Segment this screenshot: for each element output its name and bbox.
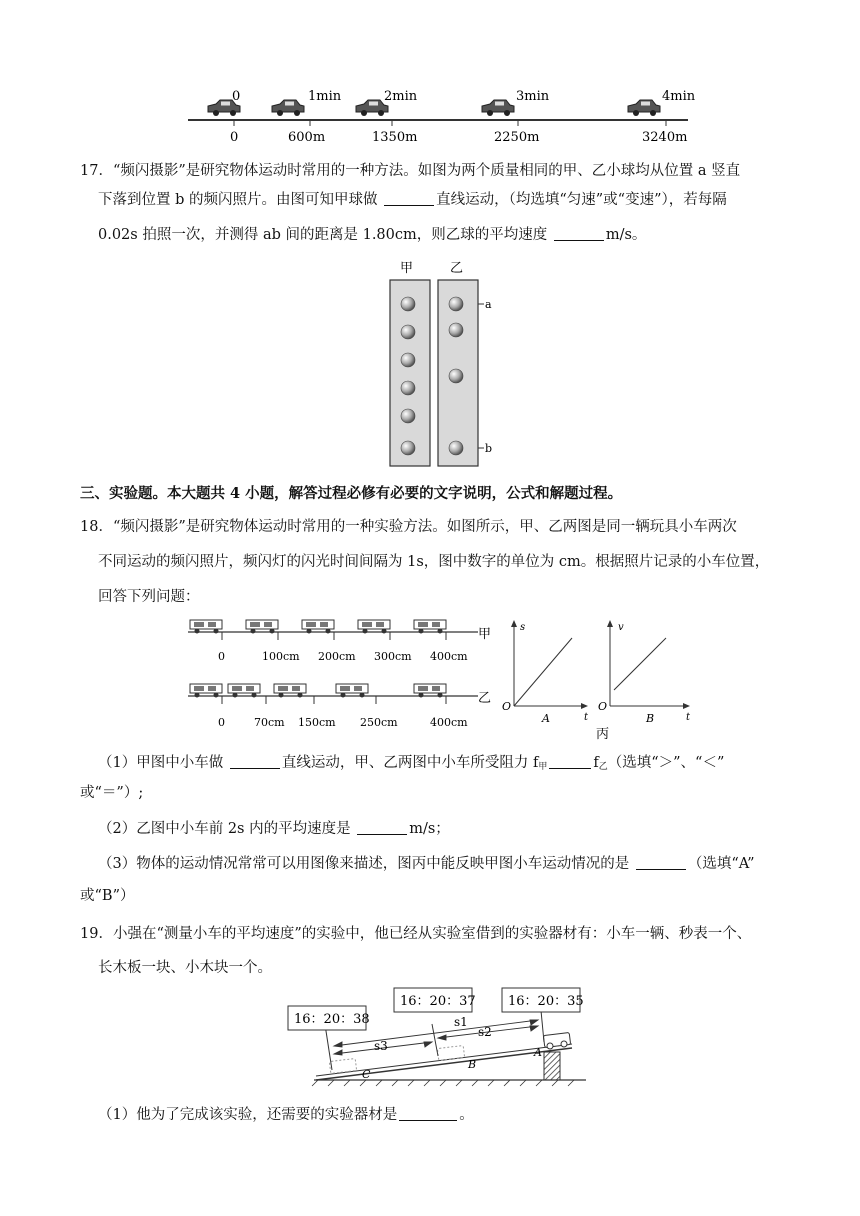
point-c-label: C — [362, 1068, 371, 1081]
ball-yi — [449, 297, 463, 311]
q18-text: m/s； — [409, 821, 450, 837]
distance-label: 3240m — [642, 130, 688, 145]
yi-label: 乙 — [478, 691, 492, 706]
yi-tick-label: 70cm — [254, 716, 285, 729]
jia-label: 甲 — [400, 261, 414, 276]
q18-text: （2）乙图中小车前 2s 内的平均速度是 — [98, 821, 356, 837]
s3-label: s3 — [374, 1039, 388, 1053]
q18-text: 直线运动，甲、乙两图中小车所受阻力 f — [281, 755, 539, 771]
s1-label: s1 — [454, 1015, 468, 1029]
time-label: 3min — [516, 89, 550, 104]
graph-b-origin: O — [598, 700, 608, 713]
q18-sub3-cont: 或“B”） — [80, 888, 135, 904]
section3-heading: 三、实验题。本大题共 4 小题，解答过程必修有必要的文字说明，公式和解题过程。 — [80, 485, 623, 502]
q19-sub1 — [98, 1104, 474, 1126]
time-label: 0 — [232, 89, 241, 104]
graph-a-origin: O — [502, 700, 512, 713]
ball-yi — [449, 323, 463, 337]
q17-ball-figure — [386, 256, 506, 470]
q18-blank-3[interactable] — [357, 820, 407, 835]
yi-tick-label: 0 — [218, 716, 225, 729]
time-label: 2min — [384, 89, 418, 104]
q18-sub1-cont: 或“＝”）; — [80, 785, 144, 801]
graph-a-name: A — [542, 712, 550, 725]
q18-blank-1[interactable] — [230, 754, 280, 769]
time-label: 1min — [308, 89, 342, 104]
jia-tick-label: 100cm — [262, 650, 300, 663]
q18-sub2 — [98, 818, 450, 840]
q19-blank-1[interactable] — [399, 1106, 457, 1121]
distance-label: 2250m — [494, 130, 540, 145]
point-b-label: B — [468, 1058, 477, 1071]
q18-sub1 — [98, 752, 724, 778]
distance-label: 600m — [288, 130, 326, 145]
q18-line3: 回答下列问题： — [98, 589, 200, 605]
clock-b: 16：20：37 — [400, 994, 476, 1009]
graph-b-x-label: t — [686, 712, 691, 723]
distance-label: 1350m — [372, 130, 418, 145]
jia-label: 甲 — [478, 627, 492, 642]
yi-tick-label: 150cm — [298, 716, 336, 729]
clock-c: 16：20：38 — [294, 1012, 370, 1027]
q17-line2 — [98, 189, 727, 211]
bing-label: 丙 — [596, 727, 610, 742]
graph-a-x-label: t — [584, 712, 589, 723]
q18-line2: 不同运动的频闪照片，频闪灯的闪光时间间隔为 1s，图中数字的单位为 cm。根据照片记录的小车位置， — [98, 554, 770, 570]
q19-text: （1）他为了完成该实验，还需要的实验器材是 — [98, 1107, 398, 1123]
q17-blank-1[interactable] — [384, 191, 434, 206]
q18-blank-4[interactable] — [636, 855, 686, 870]
time-label: 4min — [662, 89, 696, 104]
position-a-label: a — [485, 298, 492, 311]
q18-blank-2[interactable] — [549, 754, 591, 769]
q17-line1: 17．“频闪摄影”是研究物体运动时常用的一种方法。如图为两个质量相同的甲、乙小球均从位置 a 竖直 — [80, 163, 741, 179]
q18-text: （选填“＞”、“＜” — [607, 755, 725, 771]
car-icon — [272, 100, 304, 116]
distance-label: 0 — [230, 130, 239, 145]
q17-text: m/s。 — [605, 227, 647, 243]
jia-tick-label: 400cm — [430, 650, 468, 663]
point-a-label: A — [534, 1046, 542, 1059]
q19-line2: 长木板一块、小木块一个。 — [98, 960, 272, 976]
yi-tick-label: 400cm — [430, 716, 468, 729]
jia-tick-label: 300cm — [374, 650, 412, 663]
q18-text: （选填“A” — [687, 856, 755, 872]
subscript-yi: 乙 — [598, 762, 608, 772]
ball-jia — [401, 409, 415, 423]
q18-text: f — [593, 755, 599, 771]
ball-yi — [449, 369, 463, 383]
q17-line3 — [98, 224, 646, 246]
clock-a: 16：20：35 — [508, 994, 584, 1009]
q19-text: 。 — [459, 1107, 474, 1123]
q18-line1: 18．“频闪摄影”是研究物体运动时常用的一种实验方法。如图所示，甲、乙两图是同一辆玩具小车两次 — [80, 519, 737, 535]
graph-b-y-label: v — [618, 622, 624, 633]
q17-text: 0.02s 拍照一次，并测得 ab 间的距离是 1.80cm，则乙球的平均速度 — [98, 227, 552, 243]
yi-label: 乙 — [450, 261, 464, 276]
ball-jia — [401, 353, 415, 367]
graph-b-name: B — [646, 712, 655, 725]
q19-line1: 19．小强在“测量小车的平均速度”的实验中，他已经从实验室借到的实验器材有：小车一辆、秒表一个、 — [80, 926, 752, 942]
ball-yi — [449, 441, 463, 455]
yi-tick-label: 250cm — [360, 716, 398, 729]
car-icon — [482, 100, 514, 116]
ball-jia — [401, 441, 415, 455]
ball-jia — [401, 381, 415, 395]
car-icon — [628, 100, 660, 116]
q17-text: 下落到位置 b 的频闪照片。由图可知甲球做 — [98, 192, 383, 208]
s2-label: s2 — [478, 1025, 492, 1039]
subscript-jia: 甲 — [538, 762, 548, 772]
q18-text: （3）物体的运动情况常常可以用图像来描述，图丙中能反映甲图小车运动情况的是 — [98, 856, 634, 872]
q17-text: 直线运动，（均选填“匀速”或“变速”），若每隔 — [436, 192, 727, 208]
jia-tick-label: 200cm — [318, 650, 356, 663]
graph-b — [598, 620, 691, 725]
q17-blank-2[interactable] — [554, 226, 604, 241]
q18-figure — [182, 616, 702, 742]
q19-incline-figure — [282, 986, 592, 1090]
jia-tick-label: 0 — [218, 650, 225, 663]
q18-sub3 — [98, 853, 755, 875]
ball-jia — [401, 297, 415, 311]
position-b-label: b — [485, 442, 493, 455]
graph-a — [502, 620, 589, 725]
ball-jia — [401, 325, 415, 339]
graph-a-y-label: s — [520, 622, 526, 633]
q18-text: （1）甲图中小车做 — [98, 755, 228, 771]
top-car-figure — [180, 84, 700, 148]
